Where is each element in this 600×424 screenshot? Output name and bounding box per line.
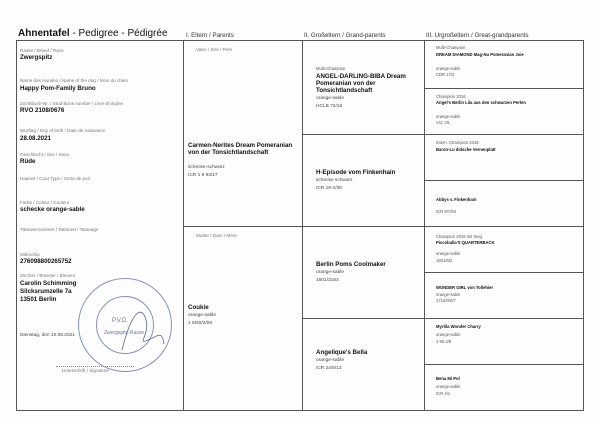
ggp7-color: orange-sable bbox=[436, 332, 461, 337]
page-title: Ahnentafel - Pedigree - Pédigrée bbox=[18, 28, 168, 39]
gp3-name: Berlin Poms Coolmaker bbox=[316, 261, 386, 268]
studbook-label: Zuchtbuch-Nr. / Stud Book number / Livre d'origine bbox=[20, 101, 124, 106]
mother-reg: 1 M20/2/06 bbox=[188, 321, 213, 326]
ggp5-name: Piccoballa'S QUARTERBACK bbox=[436, 240, 495, 245]
ggp1-color: orange-sable bbox=[436, 66, 461, 71]
studbook-value: RVO 2108/0676 bbox=[20, 107, 65, 114]
ggp6-reg: 1716/0/0/7 bbox=[436, 298, 456, 303]
father-name: Carmen-Nerites Dream Pomeranian von der Tonsichtlandschaft bbox=[188, 142, 293, 156]
father-reg: ICR 1 6 94/17 bbox=[188, 173, 218, 178]
ggp5-reg: 1601/8/2 bbox=[436, 258, 453, 263]
sex-label: Geschlecht / Sex / Sexe bbox=[20, 152, 70, 157]
signature-label: Unterschrift / Signature bbox=[62, 368, 109, 373]
gp2-reg: ICR 19-2/36 bbox=[316, 186, 342, 191]
gp2-name: H-Episode vom Finkenhain bbox=[316, 169, 396, 176]
coat-label: Haarart / Coat Type / Sorte de poil bbox=[20, 176, 90, 181]
ggp3-title: Intern. Champion 2016 bbox=[436, 140, 479, 145]
color-label: Farbe / Colour / Couleur bbox=[20, 200, 70, 205]
father-label: Vater / Sire / Père bbox=[196, 47, 233, 52]
color-value: schecke orange-sable bbox=[20, 206, 85, 213]
issue-date: Dienstag, den 10.08.2021 bbox=[20, 333, 75, 338]
stamp-text: Zwergspitz-Rasse bbox=[104, 330, 145, 336]
divider-col1 bbox=[183, 40, 184, 410]
bottom-border bbox=[16, 410, 584, 411]
ggp2-reg: V11 V5 bbox=[436, 120, 450, 125]
gp1-reg: HCLB 72/16 bbox=[316, 104, 343, 109]
sex-value: Rüde bbox=[20, 158, 36, 165]
gp4-name: Angelique's Bella bbox=[316, 349, 368, 356]
divider-ggp3 bbox=[424, 272, 583, 273]
ggp6-name: WONDER GIRL von Tollehier bbox=[436, 285, 494, 290]
ggp4-name: Abbys v. Finkenhain bbox=[436, 197, 477, 202]
gp1-title: Multi-Champion bbox=[316, 66, 346, 71]
divider-parents bbox=[183, 226, 583, 227]
ggp2-name: Angel's Berlin Lila aus den schwarzen Perlen bbox=[436, 100, 526, 105]
header-divider bbox=[16, 40, 584, 41]
tattoo-label: Tätowiernummer / Tattooed / Tatouage bbox=[20, 227, 99, 232]
ggp1-title: Multi-Champion bbox=[436, 45, 466, 50]
gp3-reg: 1601/3163 bbox=[316, 278, 339, 283]
ggp6-color: orange-sable bbox=[436, 292, 461, 297]
ggp5-color: orange-sable bbox=[436, 251, 461, 256]
ggp7-name: Myrtila Wonder Charry bbox=[436, 324, 481, 329]
gp4-reg: ICR 24/5/13 bbox=[316, 366, 342, 371]
divider-ggp4 bbox=[424, 364, 583, 365]
breeder-city: 13501 Berlin bbox=[20, 296, 57, 303]
gp3-color: orange-sable bbox=[316, 270, 345, 275]
divider-col3 bbox=[424, 40, 425, 410]
signature-scribble bbox=[118, 300, 168, 360]
ggp3-name: Baron-Lu didsche Verneuplatt bbox=[436, 147, 496, 152]
mother-color: orange-sable bbox=[188, 313, 217, 318]
birth-label: Wurftag / Day of birth / Date de naissance bbox=[20, 128, 106, 133]
breed-label: Rasse / Breed / Race bbox=[20, 48, 64, 53]
ggp4-reg: ICR 9/7/84 bbox=[436, 209, 457, 214]
divider-ggp1 bbox=[424, 88, 583, 89]
chip-value: 276098800265752 bbox=[20, 258, 72, 265]
dog-name-value: Happy Pom-Family Bruno bbox=[20, 85, 96, 92]
gp4-color: orange-sable bbox=[316, 358, 345, 363]
ggp1-reg: CDR 17/2 bbox=[436, 72, 455, 77]
ggp7-reg: 1 95 4/8 bbox=[436, 339, 452, 344]
right-border bbox=[583, 40, 584, 410]
left-border bbox=[16, 40, 17, 410]
column-header-grandparents: II. Großeltern / Grand-parents bbox=[304, 32, 386, 39]
mother-name: Coukie bbox=[188, 304, 209, 311]
ggp5-title: Champion 2016 mit Sieg bbox=[436, 234, 482, 239]
ggp2-title: Champion 2016 bbox=[436, 94, 466, 99]
stamp-initials: P.V.D. bbox=[112, 318, 129, 324]
father-color: schecke-schwarz bbox=[188, 165, 225, 170]
breeder-label: Züchter / Breeder / Éleveur bbox=[20, 273, 76, 278]
column-header-parents: I. Eltern / Parents bbox=[186, 32, 234, 39]
divider-col2 bbox=[302, 40, 303, 410]
divider-gp1 bbox=[302, 134, 583, 135]
ggp8-reg: ICR 4/1 bbox=[436, 391, 451, 396]
gp1-name: ANGEL-DARLING-BIBA Dream Pomeranian von der Tonsichtlandschaft bbox=[316, 73, 406, 94]
divider-gp2 bbox=[302, 318, 583, 319]
divider-ggp2 bbox=[424, 180, 583, 181]
gp2-color: schecke schwarz bbox=[316, 178, 353, 183]
chip-label: Mikrochip bbox=[20, 252, 40, 257]
dog-name-label: Name des Hundes / Name of the dog / Nom du chien bbox=[20, 78, 129, 83]
ggp8-name: Bena Mi Pol bbox=[436, 376, 460, 381]
breeder-name: Carolin Schimming bbox=[20, 280, 77, 287]
breed-value: Zwergspitz bbox=[20, 54, 53, 61]
gp1-color: orange-sable bbox=[316, 96, 345, 101]
ggp2-color: orange-sable bbox=[436, 114, 461, 119]
column-header-greatgrandparents: III. Urgroßeltern / Great-grandparents bbox=[426, 32, 529, 39]
mother-label: Mutter / Dam / Mère bbox=[196, 233, 237, 238]
ggp1-name: DREAM DIAMOND Mag-Nu Pomeranian Joie bbox=[436, 52, 524, 57]
birth-value: 28.08.2021 bbox=[20, 135, 51, 142]
ggp8-color: orange-sable bbox=[436, 384, 461, 389]
breeder-street: Silcksrumzelle 7a bbox=[20, 288, 72, 295]
